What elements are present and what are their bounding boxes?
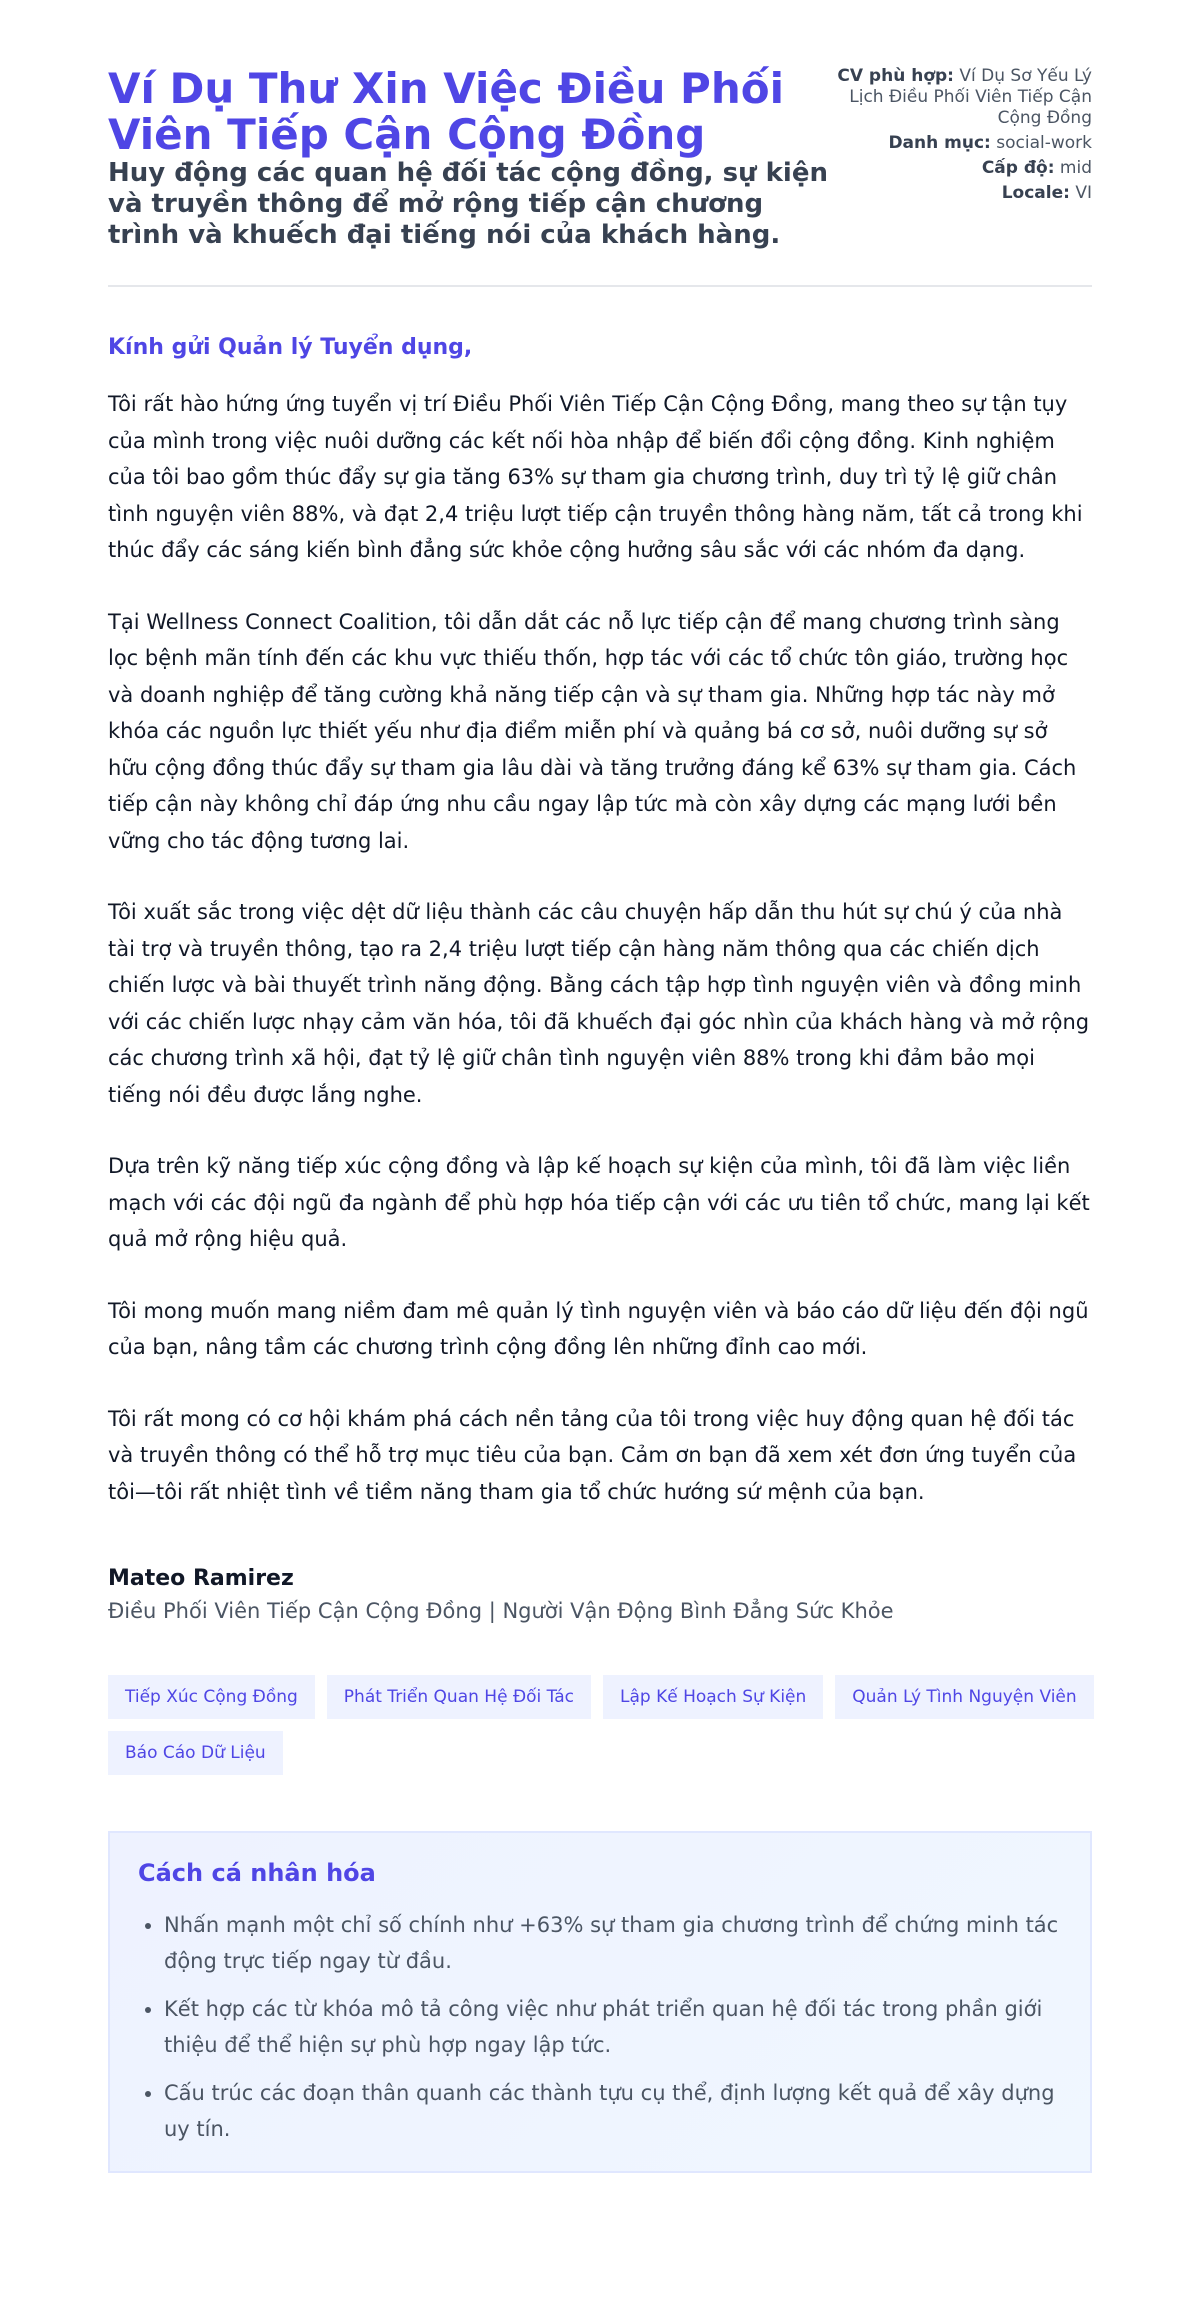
letter-paragraph: Tôi xuất sắc trong việc dệt dữ liệu thành các câu chuyện hấp dẫn thu hút sự chú ý của nhà tài trợ và truyền thông, tạo ra 2,4 triệu lượt tiếp cận hàng năm thông qua các chiến dịch chiến lược và bài thuyết trình năng động. Bằng cách tập hợp tình nguyện viên và đồng minh với các chiến lược nhạy cảm văn hóa, tôi đã khuếch đại góc nhìn của khách hàng và mở rộng các chương trình xã hội, đạt tỷ lệ giữ chân tình nguyện viên 88% trong khi đảm bảo mọi tiếng nói đều được lắng nghe.: [108, 900, 1090, 1107]
letter-paragraph: Tại Wellness Connect Coalition, tôi dẫn dắt các nỗ lực tiếp cận để mang chương trình sàng lọc bệnh mãn tính đến các khu vực thiếu thốn, hợp tác với các tổ chức tôn giáo, trường học và doanh nghiệp để tăng cường khả năng tiếp cận và sự tham gia. Những hợp tác này mở khóa các nguồn lực thiết yếu như địa điểm miễn phí và quảng bá cơ sở, nuôi dưỡng sự sở hữu cộng đồng thúc đẩy sự tham gia lâu dài và tăng trưởng đáng kể 63% sự tham gia. Cách tiếp cận này không chỉ đáp ứng nhu cầu ngay lập tức mà còn xây dựng các mạng lưới bền vững cho tác động tương lai.: [108, 609, 1077, 853]
skill-tag[interactable]: Phát Triển Quan Hệ Đối Tác: [327, 1675, 591, 1719]
page-subtitle: Huy động các quan hệ đối tác cộng đồng, sự kiện và truyền thông để mở rộng tiếp cận chương trình và khuếch đại tiếng nói của khách hàng.: [108, 158, 828, 250]
meta-locale-label: Locale:: [1001, 183, 1070, 203]
meta-level: [836, 158, 1092, 179]
skill-tag[interactable]: Quản Lý Tình Nguyện Viên: [835, 1675, 1093, 1719]
skill-tag[interactable]: Lập Kế Hoạch Sự Kiện: [603, 1675, 823, 1719]
skill-tags: [108, 1675, 1108, 1775]
tips-item: • Cấu trúc các đoạn thân quanh các thành tựu cụ thể, định lượng kết quả để xây dựng uy tín.: [164, 2075, 1062, 2147]
letter-paragraph: Tôi rất hào hứng ứng tuyển vị trí Điều Phối Viên Tiếp Cận Cộng Đồng, mang theo sự tận tụy của mình trong việc nuôi dưỡng các kết nối hòa nhập để biến đổi cộng đồng. Kinh nghiệm của tôi bao gồm thúc đẩy sự gia tăng 63% sự tham gia chương trình, duy trì tỷ lệ giữ chân tình nguyện viên 88%, và đạt 2,4 triệu lượt tiếp cận truyền thông hàng năm, tất cả trong khi thúc đẩy các sáng kiến bình đẳng sức khỏe cộng hưởng sâu sắc với các nhóm đa dạng.: [108, 392, 1083, 562]
meta-cv-value[interactable]: Ví Dụ Sơ Yếu Lý Lịch Điều Phối Viên Tiếp Cận Cộng Đồng: [849, 66, 1092, 128]
meta-category-value: social-work: [996, 133, 1092, 153]
skill-tag[interactable]: Báo Cáo Dữ Liệu: [108, 1731, 283, 1775]
meta-level-value: mid: [1059, 158, 1092, 178]
meta-locale-value: VI: [1075, 183, 1092, 203]
tips-item: • Nhấn mạnh một chỉ số chính như +63% sự tham gia chương trình để chứng minh tác động trực tiếp ngay từ đầu.: [164, 1907, 1062, 1979]
skill-tag[interactable]: Tiếp Xúc Cộng Đồng: [108, 1675, 315, 1719]
salutation: Kính gửi Quản lý Tuyển dụng,: [108, 335, 473, 360]
letter-body: [108, 335, 1092, 2173]
signature-title: Điều Phối Viên Tiếp Cận Cộng Đồng | Người Vận Động Bình Đẳng Sức Khỏe: [108, 1599, 894, 1623]
meta-level-label: Cấp độ:: [981, 158, 1055, 178]
tips-item: • Kết hợp các từ khóa mô tả công việc như phát triển quan hệ đối tác trong phần giới thiệu để thể hiện sự phù hợp ngay lập tức.: [164, 1991, 1062, 2063]
meta-category: [836, 133, 1092, 154]
signature-name: Mateo Ramirez: [108, 1566, 294, 1591]
letter-paragraph: Tôi rất mong có cơ hội khám phá cách nền tảng của tôi trong việc huy động quan hệ đối tác và truyền thông có thể hỗ trợ mục tiêu của bạn. Cảm ơn bạn đã xem xét đơn ứng tuyển của tôi—tôi rất nhiệt tình về tiềm năng tham gia tổ chức hướng sứ mệnh của bạn.: [108, 1406, 1077, 1504]
tips-title: Cách cá nhân hóa: [138, 1859, 376, 1887]
meta-category-label: Danh mục:: [888, 133, 991, 153]
meta-cv-label: CV phù hợp:: [837, 66, 954, 86]
meta-cv: [836, 66, 1092, 129]
meta-locale: [836, 183, 1092, 204]
personalization-tips: [108, 1831, 1092, 2173]
title-block: [108, 66, 836, 251]
letter-paragraph: Dựa trên kỹ năng tiếp xúc cộng đồng và lập kế hoạch sự kiện của mình, tôi đã làm việc liền mạch với các đội ngũ đa ngành để phù hợp hóa tiếp cận với các ưu tiên tổ chức, mang lại kết quả mở rộng hiệu quả.: [108, 1154, 1090, 1251]
tips-list: [138, 1907, 1062, 2147]
signature-block: [108, 1566, 1092, 1623]
page-header: [108, 0, 1092, 287]
letter-paragraph: Tôi mong muốn mang niềm đam mê quản lý tình nguyện viên và báo cáo dữ liệu đến đội ngũ của bạn, nâng tầm các chương trình cộng đồng lên những đỉnh cao mới.: [108, 1298, 1089, 1359]
page-title: Ví Dụ Thư Xin Việc Điều Phối Viên Tiếp Cận Cộng Đồng: [108, 64, 784, 159]
meta-panel: [836, 66, 1092, 208]
